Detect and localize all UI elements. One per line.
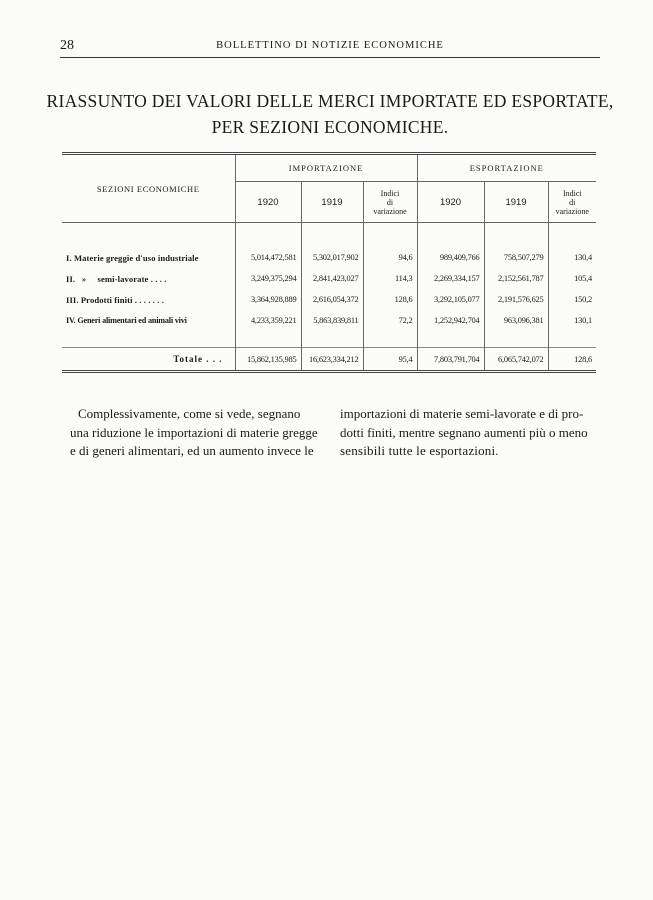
cell-export-1920: 3,292,105,077 [417,289,484,310]
table-row [62,289,596,310]
column-header-sezioni: SEZIONI ECONOMICHE [62,154,235,223]
journal-title: BOLLETTINO DI NOTIZIE ECONOMICHE [216,40,444,51]
column-header-import-indici: Indici di variazione [363,182,417,223]
cell-import-1920: 3,249,375,294 [235,268,301,289]
cell-export-1919: 963,096,381 [484,310,548,331]
cell-import-1920: 5,014,472,581 [235,247,301,268]
body-line: Complessivamente, come si vede, segnano [78,406,301,421]
total-export-index: 128,6 [548,348,596,372]
cell-import-index: 128,6 [363,289,417,310]
row-label: III. Prodotti finiti . . . . . . . [66,294,165,305]
cell-export-index: 150,2 [548,289,596,310]
column-header-export-1920: 1920 [417,182,484,223]
body-line: sensibili tutte le esportazioni. [340,443,499,458]
cell-export-1919: 758,507,279 [484,247,548,268]
cell-export-1920: 2,269,334,157 [417,268,484,289]
table-row [62,247,596,268]
column-header-import-1919: 1919 [301,182,363,223]
table-title-line-1: RIASSUNTO DEI VALORI DELLE MERCI IMPORTATE ED ESPORTATE, [46,91,614,111]
body-line: una riduzione le importazioni di materie gregge [70,424,318,440]
row-label: I. Materie greggie d'uso industriale [66,252,199,263]
summary-table [62,152,596,373]
total-import-1919: 16,623,334,212 [301,348,363,372]
body-line: e di generi alimentari, ed un aumento invece le [70,443,314,458]
body-line: dotti finiti, mentre segnano aumenti più o meno [340,424,588,440]
column-group-esportazione: ESPORTAZIONE [417,154,596,182]
total-import-index: 95,4 [363,348,417,372]
table-row [62,310,596,331]
cell-export-1920: 1,252,942,704 [417,310,484,331]
row-label: II. » semi-lavorate . . . . [66,273,167,284]
body-text-right-column [340,405,592,461]
total-export-1920: 7,803,791,704 [417,348,484,372]
total-label: Totale . . . [62,348,235,372]
body-line: importazioni di materie semi-lavorate e di pro- [340,406,584,421]
cell-import-index: 114,3 [363,268,417,289]
column-group-importazione: IMPORTAZIONE [235,154,417,182]
total-row [62,348,596,372]
header-rule [60,57,600,58]
cell-export-index: 130,1 [548,310,596,331]
cell-import-index: 72,2 [363,310,417,331]
column-header-export-1919: 1919 [484,182,548,223]
total-export-1919: 6,065,742,072 [484,348,548,372]
column-header-export-indici: Indici di variazione [548,182,596,223]
cell-import-1919: 5,863,839,811 [301,310,363,331]
cell-export-1919: 2,152,561,787 [484,268,548,289]
cell-export-1920: 989,409,766 [417,247,484,268]
table-title-line-2: PER SEZIONI ECONOMICHE. [211,117,449,137]
column-header-import-1920: 1920 [235,182,301,223]
cell-import-index: 94,6 [363,247,417,268]
cell-export-index: 105,4 [548,268,596,289]
page-number: 28 [60,38,74,53]
row-label: IV. Generi alimentari ed animali vivi [66,316,187,325]
total-import-1920: 15,862,135,985 [235,348,301,372]
table-row [62,268,596,289]
cell-import-1920: 4,233,359,221 [235,310,301,331]
cell-export-1919: 2,191,576,625 [484,289,548,310]
cell-import-1919: 2,841,423,027 [301,268,363,289]
cell-import-1919: 2,616,054,372 [301,289,363,310]
running-head [60,38,600,54]
cell-import-1920: 3,364,928,889 [235,289,301,310]
table-title [40,88,620,140]
cell-export-index: 130,4 [548,247,596,268]
body-text-left-column [70,405,322,461]
cell-import-1919: 5,302,017,902 [301,247,363,268]
